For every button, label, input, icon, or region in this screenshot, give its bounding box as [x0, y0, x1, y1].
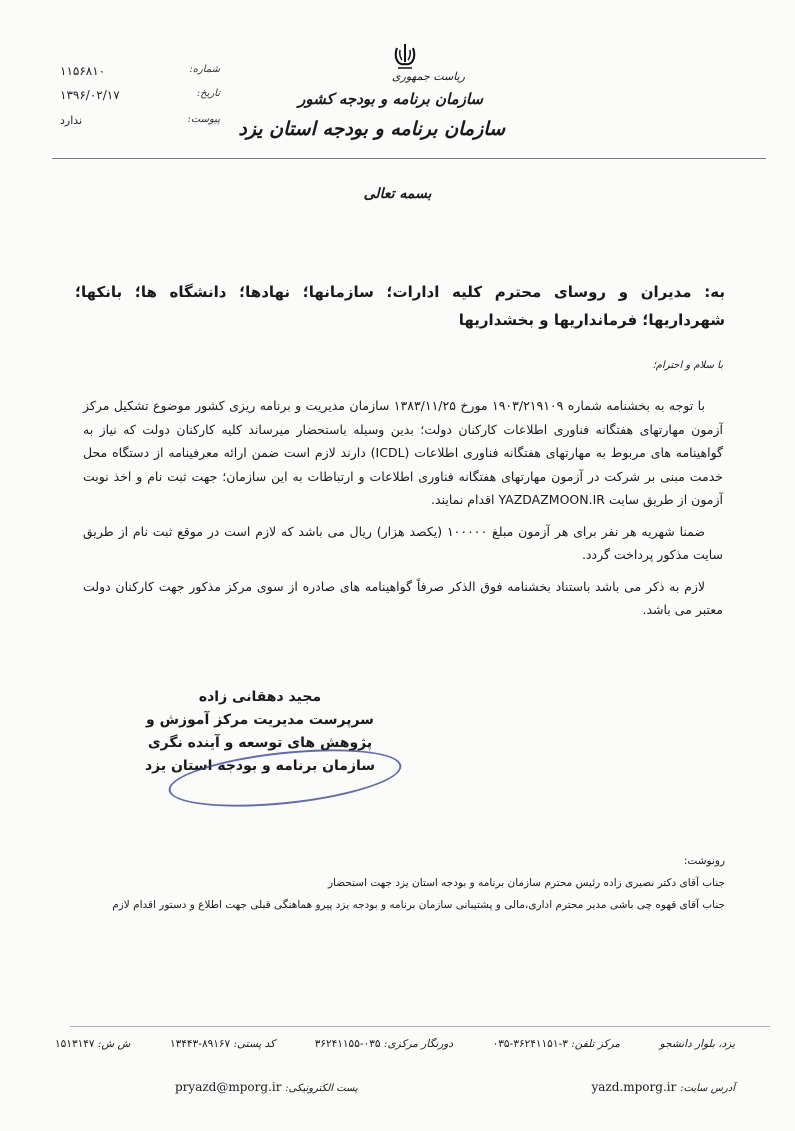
signer-title-3: سازمان برنامه و بودجه استان یزد [144, 758, 376, 774]
footer-id: ش ش: ۱۵۱۳۱۴۷ [55, 1038, 131, 1050]
cc-title: رونوشت: [683, 855, 725, 867]
meta-block [60, 64, 220, 138]
org-national-title: سازمان برنامه و بودجه کشور [298, 90, 483, 108]
footer-address: یزد، بلوار دانشجو [659, 1038, 735, 1050]
footer-email: پست الکترونیکی: pryazd@mporg.ir [175, 1080, 358, 1094]
org-provincial-title: سازمان برنامه و بودجه استان یزد [238, 118, 505, 140]
number-label: شماره: [189, 64, 220, 75]
footer-site: آدرس سایت: yazd.mporg.ir [591, 1080, 735, 1094]
site-link[interactable]: yazd.mporg.ir [591, 1080, 677, 1094]
attachment-value: ندارد [60, 114, 83, 127]
recipient: به: مدیران و روسای محترم کلیه ادارات؛ سازمانها؛ نهادها؛ دانشگاه ها؛ بانکها؛ شهرداریها؛ فرمانداریها و بخشداریها [75, 283, 725, 329]
cc-item: جناب آقای قهوه چی باشی مدیر محترم اداری،مالی و پشتیبانی سازمان برنامه و بودجه یزد پیرو هماهنگی قبلی جهت اطلاع و دستور اقدام لازم [112, 899, 725, 911]
iran-emblem-icon [388, 42, 422, 72]
footer-phone: مرکز تلفن: ۳-۳۶۲۴۱۱۵۱-۰۳۵ [492, 1038, 621, 1050]
footer-fax: دورنگار مرکزی: ۰۳۵-۳۶۲۴۱۱۵۵ [314, 1038, 454, 1050]
cc-block [65, 850, 725, 916]
footer-postal: کد پستی: ۸۹۱۶۷-۱۳۴۴۳ [169, 1038, 276, 1050]
signer-name: مجید دهقانی زاده [198, 689, 322, 705]
cc-item: جناب آقای دکتر نصیری زاده رئیس محترم سازمان برنامه و بودجه استان یزد جهت استحضار [327, 877, 725, 889]
bismillah: بسمه تعالی [363, 186, 432, 202]
email-link[interactable]: pryazd@mporg.ir [175, 1080, 282, 1094]
signer-title-2: پژوهش های توسعه و آینده نگری [147, 735, 373, 751]
attachment-label: پیوست: [187, 114, 220, 125]
number-value: ۱۱۵۶۸۱۰ [60, 64, 106, 78]
letter-body [83, 394, 723, 622]
footer-divider [70, 1026, 770, 1027]
date-value: ۱۳۹۶/۰۲/۱۷ [60, 88, 120, 102]
presidency-title: ریاست جمهوری [391, 70, 465, 83]
greeting: با سلام و احترام؛ [652, 360, 723, 371]
footer-contacts [55, 1038, 735, 1050]
body-paragraph-1: با توجه به بخشنامه شماره ۱۹۰۳/۲۱۹۱۰۹ مورخ ۱۳۸۳/۱۱/۲۵ سازمان مدیریت و برنامه ریزی کشور موضوع تشکیل مرکز آزمون مهارتهای هفتگانه فناوری اطلاعات کارکنان دولت؛ بدین وسیله باستحضار میرساند کلیه کارکنان دولت که نیاز به گواهینامه های مربوط به مهارتهای هفتگانه فناوری اطلاعات (ICDL) دارند لازم است ضمن ارائه معرفینامه از دستگاه محل خدمت مبنی بر شرکت در آزمون مهارتهای هفتگانه فناوری اطلاعات و ارتباطات به این سازمان؛ جهت ثبت نام و اخذ نوبت آزمون از طریق سایت YAZDAZMOON.IR اقدام نمایند. [83, 398, 724, 507]
header-divider [52, 158, 766, 159]
date-label: تاریخ: [196, 88, 220, 99]
body-paragraph-3: لازم به ذکر می باشد باستناد بخشنامه فوق الذکر صرفاً گواهینامه های صادره از سوی مرکز مذکور جهت کارکنان دولت معتبر می باشد. [83, 578, 723, 617]
body-paragraph-2: ضمنا شهریه هر نفر برای هر آزمون مبلغ ۱۰۰۰۰۰ (یکصد هزار) ریال می باشد که لازم است در موقع ثبت نام از طریق سایت مذکور پرداخت گردد. [83, 523, 723, 562]
signer-title-1: سرپرست مدیریت مرکز آموزش و [146, 712, 374, 728]
footer-web [175, 1080, 735, 1094]
